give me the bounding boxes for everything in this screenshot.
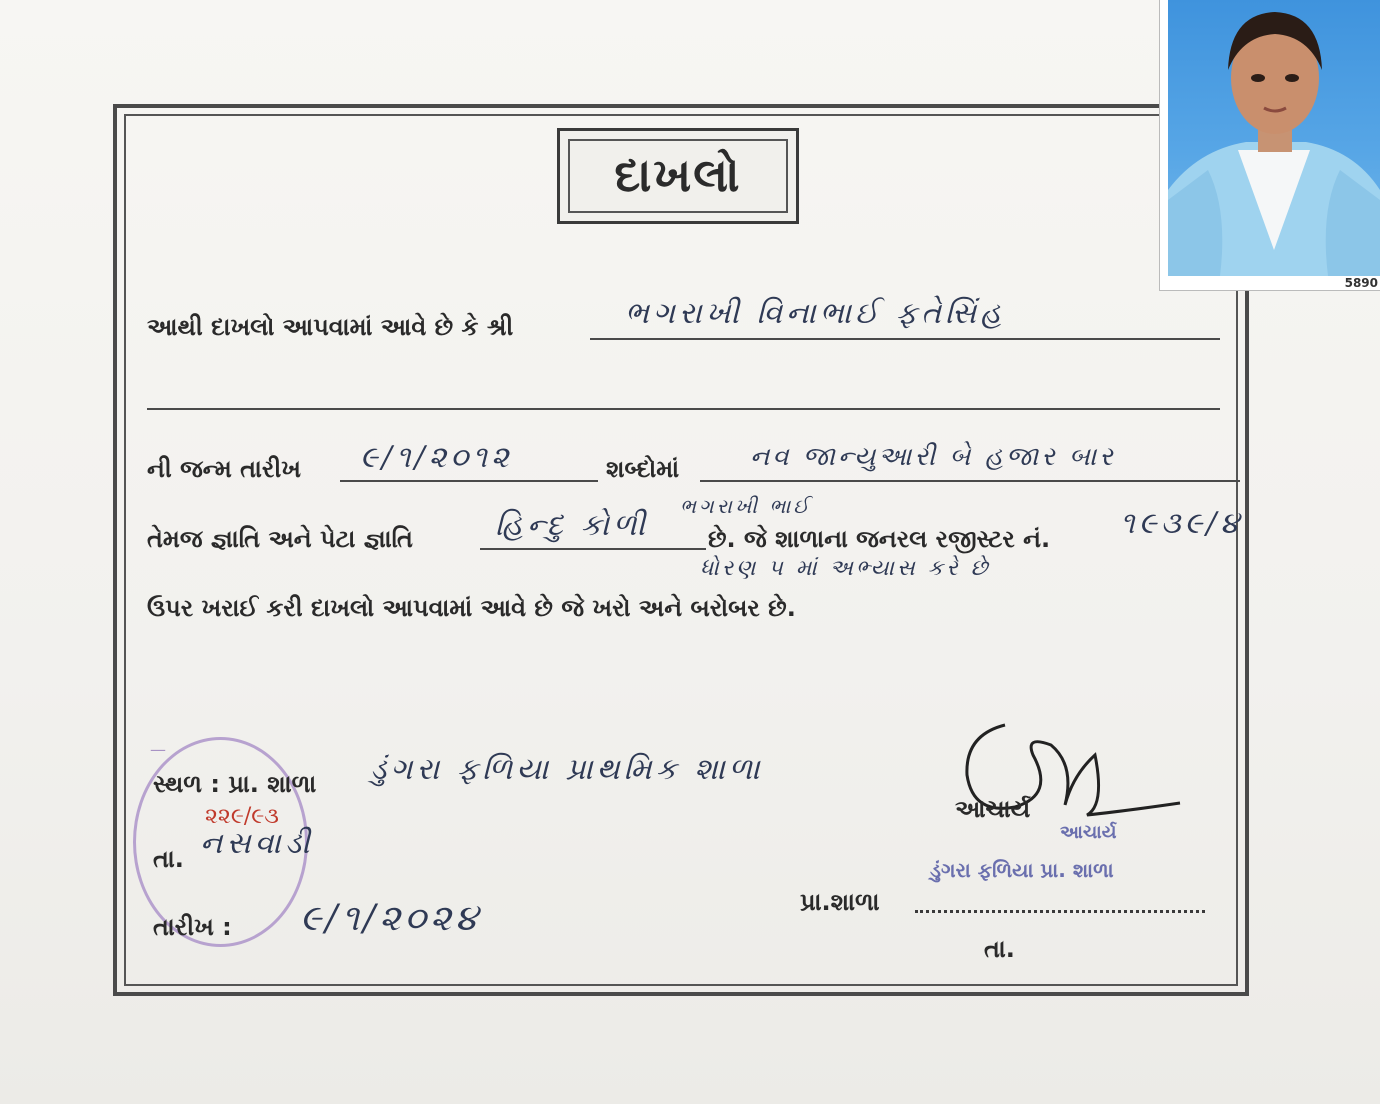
taluka-label-bottom: તા. bbox=[984, 935, 1015, 963]
taluka-value: નસવાડી bbox=[200, 826, 314, 861]
birthdate-underline bbox=[340, 480, 598, 482]
caste-extra: ભગરાખી ભાઈ bbox=[680, 494, 812, 518]
photo-number: 5890 bbox=[1344, 276, 1378, 290]
place-label: સ્થળ : પ્રા. શાળા bbox=[153, 770, 317, 798]
title-box bbox=[557, 128, 799, 224]
words-underline bbox=[700, 480, 1240, 482]
birth-date-words: નવ જાન્યુઆરી બે હજાર બાર bbox=[750, 442, 1116, 472]
title-inner-border bbox=[568, 139, 788, 213]
register-number: ૧૯૩૯/૪ bbox=[1120, 506, 1243, 541]
school-name: ડુંગરા ફળિયા પ્રાથમિક શાળા bbox=[370, 752, 764, 787]
portrait-drawing bbox=[1168, 0, 1380, 276]
student-portrait bbox=[1168, 0, 1380, 276]
caste: હિન્દુ કોળી bbox=[495, 508, 650, 543]
seal-title: આચાર્ય bbox=[1060, 822, 1117, 843]
date-label: તારીખ : bbox=[153, 913, 232, 941]
issue-date: ૯/૧/૨૦૨૪ bbox=[300, 898, 482, 939]
stamp-arc-text: — bbox=[150, 740, 166, 759]
seal-school-line: ડુંગરા ફળિયા પ્રા. શાળા bbox=[930, 858, 1114, 882]
birth-date-digits: ૯/૧/૨૦૧૨ bbox=[360, 440, 513, 475]
name-underline bbox=[590, 338, 1220, 340]
stamp-number: ૨૨૯/૯૩ bbox=[205, 804, 279, 829]
taluka-label: તા. bbox=[153, 845, 184, 873]
student-photo bbox=[1160, 0, 1380, 290]
line1-prefix: આથી દાખલો આપવામાં આવે છે કે શ્રી bbox=[147, 313, 514, 341]
line3-prefix: તેમજ જ્ઞાતિ અને પેટા જ્ઞાતિ bbox=[147, 525, 413, 553]
extra-note: ધોરણ ૫ માં અભ્યાસ કરે છે bbox=[700, 556, 991, 581]
caste-underline bbox=[480, 548, 706, 550]
school-label-bottom: પ્રા.શાળા bbox=[800, 888, 880, 916]
line4: ઉપર ખરાઈ કરી દાખલો આપવામાં આવે છે જે ખરો અને બરોબર છે. bbox=[147, 594, 796, 622]
line2-prefix: ની જન્મ તારીખ bbox=[147, 455, 301, 483]
certificate-title: દાખલો bbox=[614, 148, 742, 202]
principal-label: આચાર્ય bbox=[955, 795, 1031, 823]
blank-line bbox=[147, 408, 1220, 410]
student-name: ભગરાખી વિનાભાઈ ફતેસિંહ bbox=[625, 296, 1006, 331]
line3-mid: છે. જે શાળાના જનરલ રજીસ્ટર નં. bbox=[708, 525, 1051, 553]
line2-mid: શબ્દોમાં bbox=[606, 455, 680, 483]
school-dotted-line bbox=[915, 910, 1205, 913]
